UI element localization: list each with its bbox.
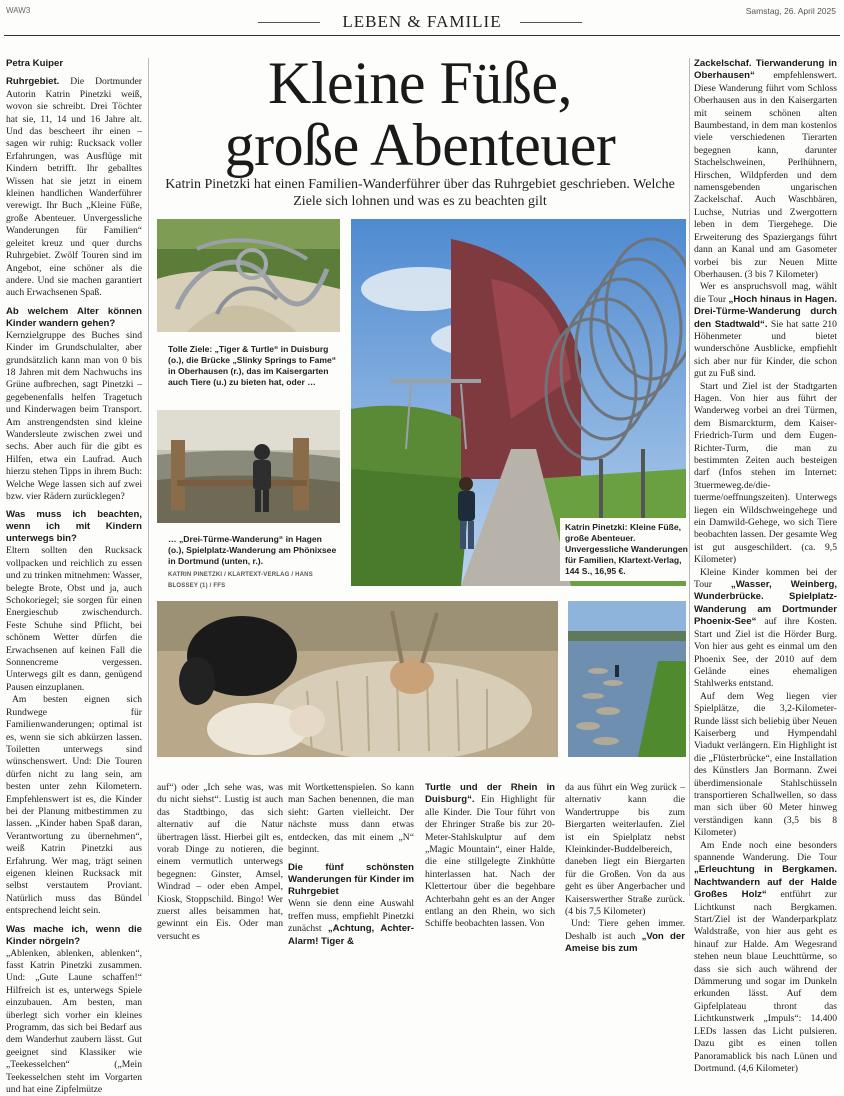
- tip-hagen-lead: Wer es anspruchsvoll mag, wählt die Tour: [694, 281, 837, 305]
- right-column: [694, 58, 837, 1075]
- headline: [200, 52, 640, 176]
- bottom-column-1: [157, 782, 283, 943]
- section-title: LEBEN & FAMILIE: [342, 12, 502, 31]
- tip-duisburg-text: Ein Highlight für alle Kinder. Die Tour führt von der Ehringer Straße bis zur 20-Meter-Stahlskulptur auf dem „Magic Mountain“, einer Halde, die eine stillgelegte Zinkhütte hinterlassen hat. Nach der Klettertour über die begehbare Achterbahn geht es an der Anger entlang an den Rhein, wo sich Schiffe beobachten lassen. Von: [425, 794, 555, 930]
- headline-line-1: Kleine Füße,: [268, 50, 572, 116]
- answer-age: Kernzielgruppe des Buches sind Kinder im Grundschulalter, aber grundsätzlich kann man von 0 bis 18 Jahren mit dem Nachwuchs ins Grüne aufbrechen, sagt Pinetzki – gegebenenfalls helfen Tragetuch und Kinderwagen beim Transport. Am anstrengendsten sind kleine Wandersleute zwischen zwei und sechs. Aber auch für die gibt es Hilfen, etwa ein Laufrad. Auch hierzu stehen Tipps in ihrem Buch: Welche Wege lassen sich auf zwei bzw. vier Rädern zurücklegen?: [6, 329, 142, 502]
- caption-2-text: … „Drei-Türme-Wanderung“ in Hagen (o.), Spielplatz-Wanderung am Phönixsee in Dortmund (unten, r.).: [168, 534, 337, 566]
- issue-date: Samstag, 26. April 2025: [745, 6, 836, 16]
- tip-phoenix: [694, 567, 837, 691]
- games-text: auf“) oder „Ich sehe was, was du nicht siehst“. Lustig ist auch das Stadtbingo, das sich alternativ auf die Natur übertragen lässt. Hierbei gilt es, vorab Dinge zu notieren, die einem vermutlich unterwegs begegnen: Ginster, Amsel, Windrad – oder eben Ampel, Kiosk, Stoppschild. Bingo! Wer zuerst alles beisammen hat, gewinnt ein Eis. Oder man versucht es: [157, 782, 283, 942]
- dateline: Ruhrgebiet.: [6, 76, 60, 88]
- tip-duisburg: [425, 782, 555, 931]
- column-rule-right: [689, 58, 690, 896]
- tip-oberhausen-title: Zackelschaf. Tierwanderung in Oberhausen“: [694, 58, 837, 82]
- top-five-intro: [288, 898, 414, 948]
- photo-credit: KATRIN PINETZKI / KLARTEXT-VERLAG / HANS BLOSSEY (1) / FFS: [168, 572, 313, 589]
- left-column: [6, 58, 142, 1096]
- tip-hagen-title: „Hoch hinaus in Hagen. Drei-Türme-Wanderung durch den Stadtwald“.: [694, 293, 837, 330]
- tip-oberhausen-text: empfehlenswert. Diese Wanderung führt vom Schloss Oberhausen aus in den Kaisergarten mit seinem schönen alten Baumbestand, in dem man kostenlos viele verschiedenen Tierarten begegnen kann, darunter Stachelschweinen, Perlhühnern, Hirschen, Wildpferden und dem namensgebenden ungarischen Zackelschaf. Auch Waschbären, Luchse, Nutrias und Zwergottern leben in dem Tiergehege. Die Erweiterung des Spaziergangs führt dann an Kanal und am Gasometer vorbei bis zur Neuen Mitte Oberhausen. (3 bis 7 Kilometer): [694, 70, 837, 280]
- tip-bergkamen-text: entführt zur Lichtkunst nach Bergkamen. Start/Ziel ist der Wanderparkplatz Waldstraße, von hier aus geht es hinauf zur Halde. Am Wegesrand stehen neun blaue Leuchttürme, so dass sie sich auch während der Dämmerung und sogar im Dunkeln erkunden lässt. Auf dem Gipfelplateau thront das Lichtkunstwerk „Impuls“: 14.400 LEDs lassen das Licht pulsieren. Dazu gibt es einen tollen Panoramablick bis nach Lünen und Dortmund. (4,6 Kilometer): [694, 889, 837, 1074]
- answer-preparation-2: Am besten eignen sich Rundwege für Familienwanderungen; optimal ist es, wenn sie sich abkürzen lassen. Toiletten unterwegs sind wünschenswert. Und: Die Touren dürfen nicht zu lang sein, am besten unter zehn Kilometern. Empfehlenswert ist es, die Kinder bei der Planung mitbestimmen zu lassen. „Kinder haben Spaß daran, Verantwortung zu übernehmen“, weiß Katrin Pinetzki aus Erfahrung. Wer mag, trägt seinen eigenen kleinen Rucksack mit selbst verstautem Proviant. Natürlich muss das Bündel entsprechend leicht sein.: [6, 694, 142, 917]
- caption-1: Tolle Ziele: „Tiger & Turtle“ in Duisburg (o.), die Brücke „Slinky Springs to Fame“ in Oberhausen (r.), das im Kaisergarten auch Tiere (u.) zu bieten hat, oder …: [168, 344, 337, 387]
- bottom-column-2: [288, 782, 414, 948]
- tip-phoenix-text: auf ihre Kosten. Start und Ziel ist die Hörder Burg. Von hier aus geht es einmal um den Phoenix See, der 2010 auf dem Gelände eines ehemaligen Stahlwerks entstand.: [694, 616, 837, 690]
- edition-code: WAW3: [6, 6, 31, 15]
- photo-hagen-tower-view: [157, 410, 340, 523]
- tip-bergkamen-lead: Am Ende noch eine besonders spannende Wanderung. Die Tour: [694, 839, 837, 863]
- tip-duisburg-title-2: Turtle und der Rhein in Duisburg“.: [425, 782, 555, 806]
- top-five-intro-text: Wenn sie denn eine Auswahl treffen muss, empfiehlt Pinetzki zunächst: [288, 898, 414, 935]
- photo-zackelschaf: [157, 601, 558, 757]
- word-chain-text: mit Wortkettenspielen. So kann man Sachen benennen, die man sieht: Garten vielleicht. Der nächste muss dann etwas entdecken, das mit einem „N“ beginnt.: [288, 782, 414, 856]
- tip-phoenix-route: Auf dem Weg liegen vier Spielplätze, die 3,2-Kilometer-Runde lässt sich beliebig über Neuen Kaiserberg und Hympendahl Viadukt verlängern. Ein Highlight ist die „Flüsterbrücke“, eine Installation des Künstlers Jan Bormann. Zwei überdimensionale Stahlschüsseln transportieren Schallwellen, so dass man sich über 60 Meter hinweg verständigen kann (3,5 bis 8 Kilometer): [694, 690, 837, 839]
- tip-bergkamen-title: „Erleuchtung in Bergkamen. Nachtwandern auf der Halde Großes Holz“: [694, 864, 837, 901]
- column-rule: [148, 58, 149, 896]
- tip-hagen-text: Sie hat satte 210 Höhenmeter und bietet wunderschöne Ausblicke, empfiehlt sich aber nur für Kinder, die schon gut zu Fuß sind.: [694, 318, 837, 380]
- answer-complaining: „Ablenken, ablenken, ablenken“, fasst Katrin Pinetzki zusammen. Und: „Gute Laune schaffen!“ Hilfreich ist es, unterwegs Spiele einzubauen. Am besten, man überlegt sich vorher ein kleines Programm, das sich bei Bedarf aus dem Wanderhut zaubern lässt. Gut geeignet sind Klassiker wie „Teekesselchen“ („Mein Teekesselchen steht im Vorgarten und hat eine Zipfelmütze: [6, 947, 142, 1096]
- header-divider: [4, 35, 840, 36]
- subheadline: Katrin Pinetzki hat einen Familien-Wanderführer über das Ruhrgebiet geschrieben. Welche Ziele sich lohnen und was es zu beachten gilt: [165, 177, 675, 209]
- tip-duisburg-title-1: „Achtung, Achter-Alarm! Tiger &: [288, 923, 414, 947]
- header-rule-right: [520, 22, 582, 23]
- tip-animals-text: Und: Tiere gehen immer. Deshalb ist auch: [565, 918, 685, 942]
- question-complaining: Was mache ich, wenn die Kinder nörgeln?: [6, 923, 142, 947]
- bottom-column-3: [425, 782, 555, 931]
- photo-phoenix-see: [568, 601, 686, 757]
- tip-animals-title: „Von der Ameise bis zum: [565, 930, 685, 955]
- caption-2: [168, 534, 340, 592]
- tip-hagen-route: Start und Ziel ist der Stadtgarten Hagen. Von hier aus führt der Wanderweg vorbei an drei Türmen, dem Bismarckturm, dem Kaiser-Friedrich-Turm und dem Eugen-Richter-Turm, die man zu bestimmten Zeiten auch besteigen darf (Infos stehen im Internet: 3tuermeweg.de/die-tuerme/oeffnungszeiten). Unterwegs liegen ein Wildschweingehege und ein Damwild-Gehege, wo sich Tiere beobachten lassen. Der gesamte Weg ist gut ausgeschildert. (ca. 9,5 Kilometer): [694, 380, 837, 566]
- book-info: Katrin Pinetzki: Kleine Füße, große Abenteuer. Unvergessliche Wanderungen für Familien, Klartext-Verlag, 144 S., 16,95 €.: [560, 518, 694, 581]
- tip-hagen: [694, 281, 837, 380]
- tip-phoenix-lead: Kleine Kinder kommen bei der Tour: [694, 566, 837, 591]
- question-age: Ab welchem Alter können Kinder wandern gehen?: [6, 305, 142, 329]
- top-five-heading: Die fünf schönsten Wanderungen für Kinder im Ruhrgebiet: [288, 862, 414, 898]
- intro-text: Die Dortmunder Autorin Katrin Pinetzki weiß, wovon sie schreibt. Drei Töchter hat sie, 11, 14 und 16 Jahre alt. Und das bescheert ihr einen – sagen wir ruhig: Rucksack voller Erfahrungen, was Ausflüge mit Kindern betrifft. Ihr geballtes Wissen hat sie jetzt in einem kleinen handlichen Wanderführer verewigt. Ihr Buch „Kleine Füße, große Abenteuer. Unvergessliche Wanderungen für Familien“ geleitet kreuz und quer durchs Ruhrgebiet. Zwölf Touren sind im Angebot, eine schöner als die andere. Und sie machen garantiert auch Erwachsenen Spaß.: [6, 76, 142, 299]
- question-preparation: Was muss ich beachten, wenn ich mit Kindern unterwegs bin?: [6, 509, 142, 545]
- headline-line-2: große Abenteuer: [224, 112, 616, 178]
- tip-animals-lead: [565, 918, 685, 955]
- tip-bergkamen: [694, 840, 837, 1076]
- tip-duisburg-end: da aus führt ein Weg zurück – alternativ kann die Wandertruppe bis zum Biergarten weiterlaufen. Ziel ist ein Spielplatz nebst Kleinkinder-Buddelbereich, daneben liegt ein Biergarten für die Großen. Von da aus geht es über Angerbacher und Kaiserswerther Straße zurück. (4 bis 7,5 Kilometer): [565, 782, 685, 918]
- bottom-column-4: [565, 782, 685, 956]
- tip-phoenix-title: „Wasser, Weinberg, Wunderbrücke. Spielplatz-Wanderung am Dortmunder Phoenix-See“: [694, 579, 837, 628]
- intro-paragraph: [6, 76, 142, 299]
- answer-preparation: Eltern sollten den Rucksack vollpacken und reichlich zu essen und zu trinken mitnehmen: Wasser, belegte Brote, Obst und ja, auch Schokoriegel; sie sorgen für einen Energieschub zwischendurch. Feste Schuhe sind Pflicht, bei schönem Wetter dürfen die Erwachsenen auf keinen Fall die Sonnencreme vergessen. Unterwegs gilt es dann, genügend Pausen einzuplanen.: [6, 545, 142, 693]
- tip-oberhausen: [694, 58, 837, 281]
- author-byline: Petra Kuiper: [6, 58, 64, 69]
- photo-tiger-turtle: [157, 219, 340, 332]
